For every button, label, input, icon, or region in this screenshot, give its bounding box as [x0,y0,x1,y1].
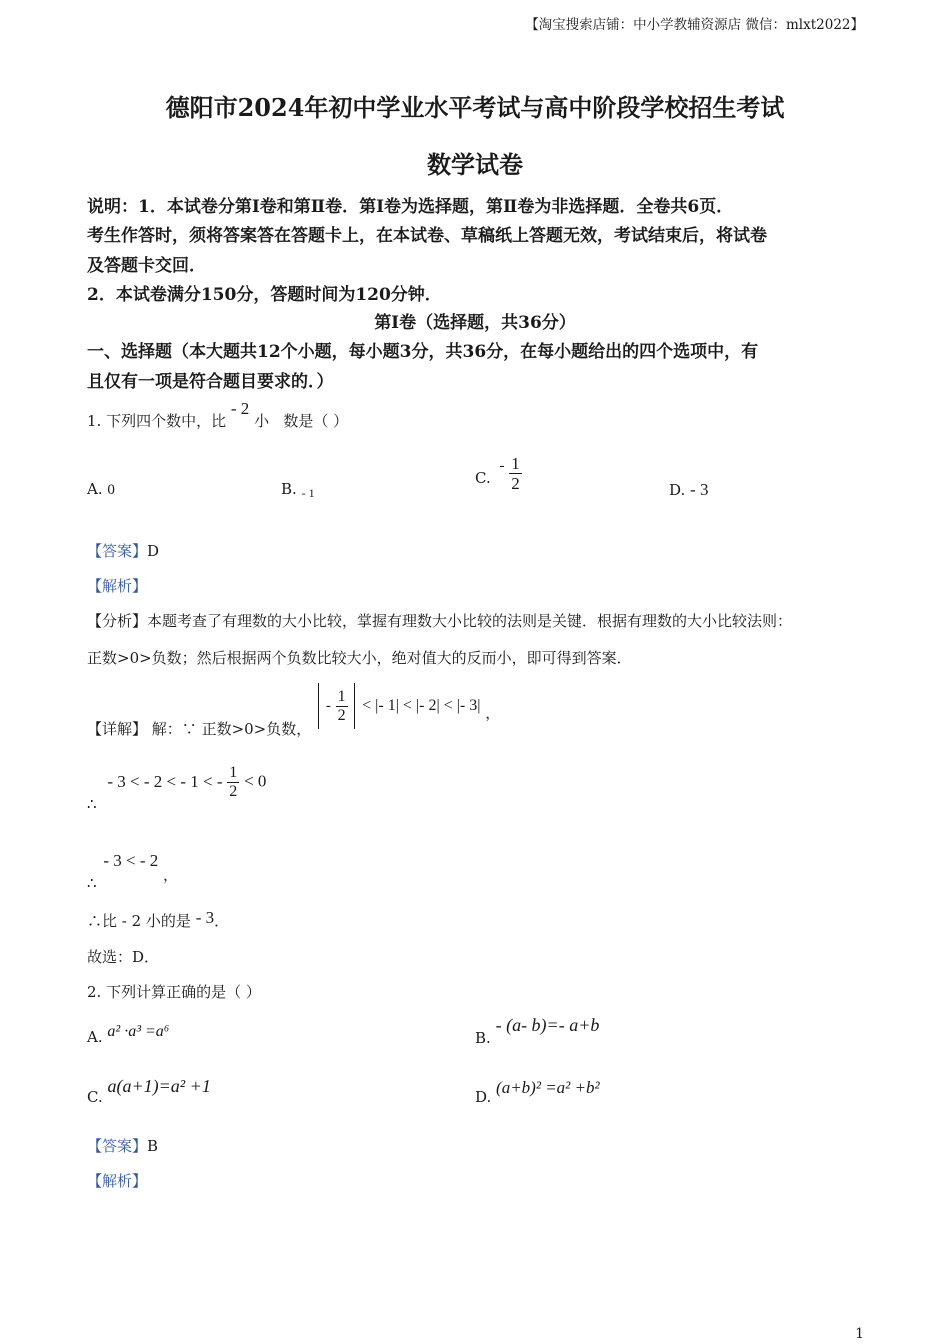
q1-option-d-value: - 3 [690,480,709,499]
q1-option-a[interactable] [87,480,115,499]
section-heading: 第Ⅰ卷（选择题，共36分） [374,313,576,333]
q2-option-c[interactable] [87,1076,211,1106]
q1-abs-numerator: 1 [337,687,346,705]
instruction-line-2: 考生作答时，须将答案答在答题卡上，在本试卷、草稿纸上答题无效，考试结束后，将试卷 [87,226,767,246]
q1-option-c-fraction [509,455,522,492]
q1-abs-chain: < |- 1| < |- 2| < |- 3| [362,697,481,714]
part-heading-line-2: 且仅有一项是符合题目要求的．） [87,372,334,392]
instruction-line-3: 及答题卡交回． [87,256,206,276]
q1-abs-fraction [336,689,348,724]
q1-detail-text: 解：∵ 正数>0>负数， [151,720,312,738]
q2-option-d-label: D. [475,1088,492,1106]
q1-ineq1-numerator: 1 [229,764,238,781]
q1-ineq1-text: - 3 < - 2 < - 1 < - [107,771,223,791]
q1-option-b-value: - 1 [301,486,315,500]
q1-option-c[interactable] [475,455,522,492]
q2-option-d-expr: (a+b)² =a² +b² [496,1078,600,1097]
q1-option-c-denominator: 2 [511,474,520,493]
q1-abs-bar-right [354,683,355,729]
q1-conclusion-text: ∴比 - 2 小的是 [87,912,191,930]
q1-option-c-numerator: 1 [511,454,520,473]
q1-inequality-1 [87,764,267,813]
q1-ineq1-tail: < 0 [244,771,267,791]
q1-fenxi-line-2: 正数>0>负数；然后根据两个负数比较大小，绝对值大的反而小，即可得到答案． [87,649,632,667]
q2-option-c-label: C. [87,1088,103,1106]
q1-analysis-tag: 【解析】 [87,577,148,595]
q2-option-a[interactable] [87,1022,170,1046]
q1-option-b-label: B. [281,480,297,498]
q1-fenxi-tag: 【分析】 [87,612,148,630]
q2-answer [87,1135,158,1156]
q1-answer-tag: 【答案】 [87,542,148,560]
q1-option-a-value: 0 [107,482,115,498]
part-heading-line-1: 一、选择题（本大题共12个小题，每小题3分，共36分，在每小题给出的四个选项中，有 [87,342,759,362]
q1-detail-comma: ， [485,704,501,722]
q2-option-b[interactable] [475,1015,600,1047]
exam-title: 德阳市2024年初中学业水平考试与高中阶段学校招生考试 [165,93,785,122]
q1-conclusion [87,910,229,931]
q1-stem-text-2: 小 [254,412,270,430]
q2-option-a-expr: a² ·a³ =a⁶ [107,1023,170,1040]
q2-answer-value: B [147,1137,159,1155]
q1-ineq1-fraction [227,765,239,800]
q2-analysis-tag: 【解析】 [87,1172,148,1190]
q1-choose: 故选：D． [87,948,160,966]
q1-abs-minus: - [325,698,331,714]
q2-option-b-expr: - (a- b)=- a+b [495,1015,600,1035]
q2-option-c-expr: a(a+1)=a² +1 [107,1076,211,1096]
q2-option-a-label: A. [87,1028,103,1046]
q1-ineq2-tail: ， [163,866,179,884]
header-banner: 【淘宝搜索店铺：中小学教辅资源店 微信：mlxt2022】 [525,17,864,33]
q1-abs-bar-left [318,683,319,729]
q1-stem [87,399,349,431]
q1-answer [87,540,159,561]
q1-abs-denominator: 2 [337,706,346,724]
q1-option-a-label: A. [87,480,103,498]
q1-option-d[interactable] [669,480,708,500]
q1-stem-text: 1. 下列四个数中，比 [87,412,227,430]
q1-inequality-2 [87,850,179,892]
q1-conclusion-end: ． [214,912,230,930]
q1-stem-value: - 2 [230,399,250,418]
q1-ineq1-denominator: 2 [229,783,238,800]
therefore-symbol: ∴ [87,794,97,813]
q1-option-d-label: D. [669,481,686,499]
q1-option-c-label: C. [475,468,491,487]
exam-subtitle: 数学试卷 [427,150,523,179]
q2-answer-tag: 【答案】 [87,1137,148,1155]
q1-conclusion-value: - 3 [195,908,215,927]
q1-option-b[interactable] [281,480,315,498]
q2-stem: 2. 下列计算正确的是（ ） [87,983,261,1001]
q1-ineq2-text: - 3 < - 2 [103,851,159,870]
q1-option-c-minus: - [499,457,505,474]
q1-fenxi-line-1 [87,610,792,631]
q1-fenxi-text: 本题考查了有理数的大小比较，掌握有理数大小比较的法则是关键．根据有理数的大小比较法则： [147,612,793,630]
q2-option-d[interactable] [475,1078,600,1106]
q1-stem-text-3: 数是（ ） [283,412,349,430]
q2-option-b-label: B. [475,1029,491,1047]
q1-detail-line [87,683,501,738]
instruction-line-4: 2．本试卷满分150分，答题时间为120分钟． [87,285,442,305]
q1-answer-value: D [147,542,160,560]
page-number: 1 [855,1326,864,1342]
instruction-line-1: 说明：1．本试卷分第Ⅰ卷和第Ⅱ卷．第Ⅰ卷为选择题，第Ⅱ卷为非选择题．全卷共6页． [87,197,734,217]
therefore-symbol: ∴ [87,874,97,892]
q1-detail-tag: 【详解】 [87,720,148,738]
